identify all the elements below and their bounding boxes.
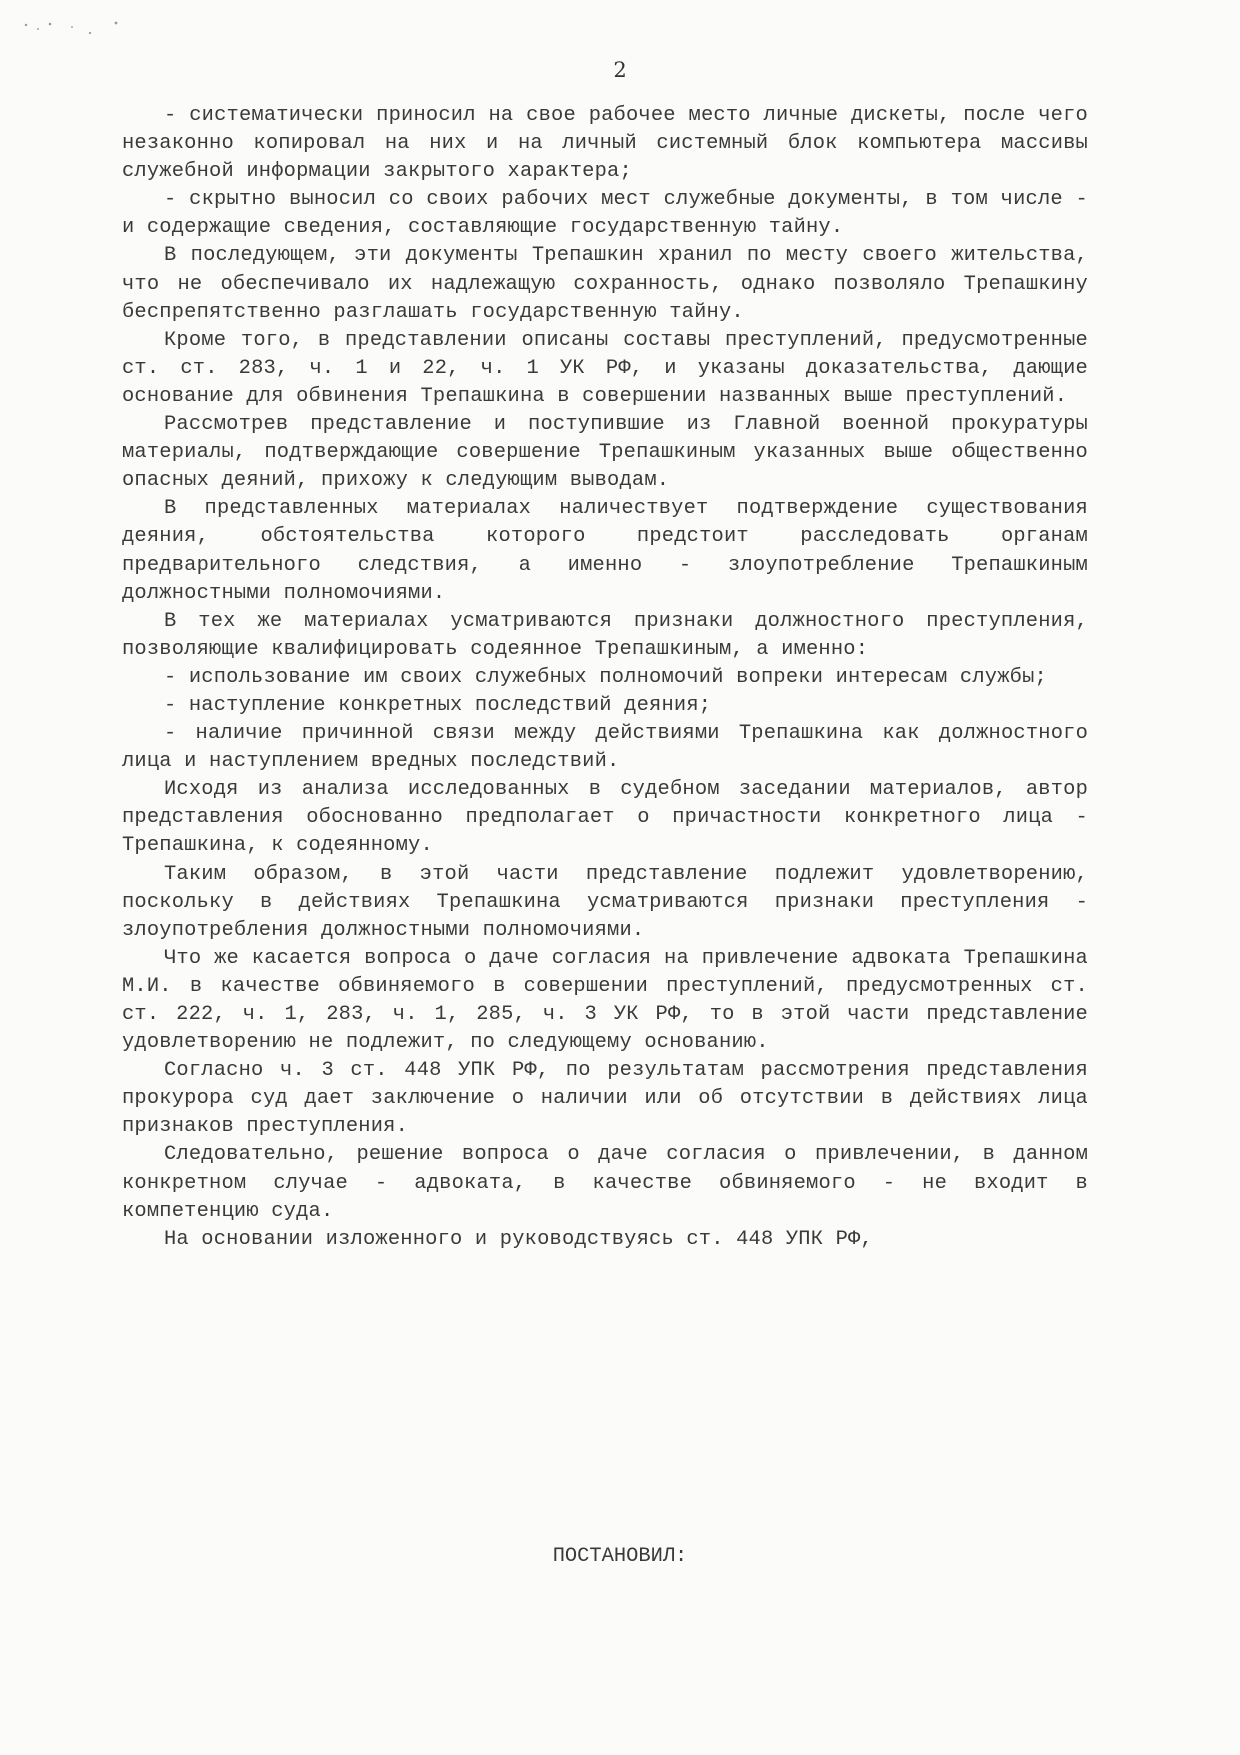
paragraph: Что же касается вопроса о даче согласия на привлечение адвоката Трепашкина М.И. в качестве обвиняемого в совершении преступлений, предусмотренных ст. ст. 222, ч. 1, 283, ч. 1, 285, ч. 3 УК РФ, то в этой части представление удовлетворению не подлежит, по следующему основанию. [122,946,1088,1055]
paragraph: На основании изложенного и руководствуясь ст. 448 УПК РФ, [164,1227,873,1251]
paragraph: Согласно ч. 3 ст. 448 УПК РФ, по результатам рассмотрения представления прокурора суд дает заключение о наличии или об отсутствии в действиях лица признаков преступления. [122,1059,1088,1139]
document-body [122,102,1088,1254]
paragraph: В последующем, эти документы Трепашкин хранил по месту своего жительства, что не обеспечивало их надлежащую сохранность, однако позволяло Трепашкину беспрепятственно разглашать государственную тайну. [122,244,1088,324]
paragraph: Следовательно, решение вопроса о даче согласия о привлечении, в данном конкретном случае - адвоката, в качестве обвиняемого - не входит в компетенцию суда. [122,1143,1088,1223]
list-item: - наступление конкретных последствий деяния; [164,693,712,717]
paragraph: Таким образом, в этой части представление подлежит удовлетворению, поскольку в действиях Трепашкина усматриваются признаки преступления - злоупотребления должностными полномочиями. [122,862,1088,942]
paragraph: Рассмотрев представление и поступившие из Главной военной прокуратуры материалы, подтверждающие совершение Трепашкиным указанных выше общественно опасных деяний, прихожу к следующим выводам. [122,413,1088,493]
scan-artifact-marks [20,15,130,45]
paragraph: Кроме того, в представлении описаны составы преступлений, предусмотренные ст. ст. 283, ч. 1 и 22, ч. 1 УК РФ, и указаны доказательства, дающие основание для обвинения Трепашкина в совершении названных выше преступлений. [122,328,1088,408]
page-number: 2 [613,58,627,82]
paragraph: - скрытно выносил со своих рабочих мест служебные документы, в том числе - и содержащие сведения, составляющие государственную тайну. [122,188,1088,240]
list-item: - использование им своих служебных полномочий вопреки интересам службы; [164,665,1047,689]
paragraph: Исходя из анализа исследованных в судебном заседании материалов, автор представления обоснованно предполагает о причастности конкретного лица - Трепашкина, к содеянному. [122,778,1088,858]
resolution-heading: ПОСТАНОВИЛ: [552,1545,688,1568]
paragraph: В тех же материалах усматриваются признаки должностного преступления, позволяющие квалифицировать содеянное Трепашкиным, а именно: [122,609,1088,661]
list-item: - наличие причинной связи между действиями Трепашкина как должностного лица и наступлением вредных последствий. [122,722,1088,774]
paragraph: В представленных материалах наличествует подтверждение существования деяния, обстоятельства которого предстоит расследовать органам предварительного следствия, а именно - злоупотребление Трепашкиным должностными полномочиями. [122,497,1088,605]
paragraph: - систематически приносил на свое рабочее место личные дискеты, после чего незаконно копировал на них и на личный системный блок компьютера массивы служебной информации закрытого характера; [122,104,1088,184]
